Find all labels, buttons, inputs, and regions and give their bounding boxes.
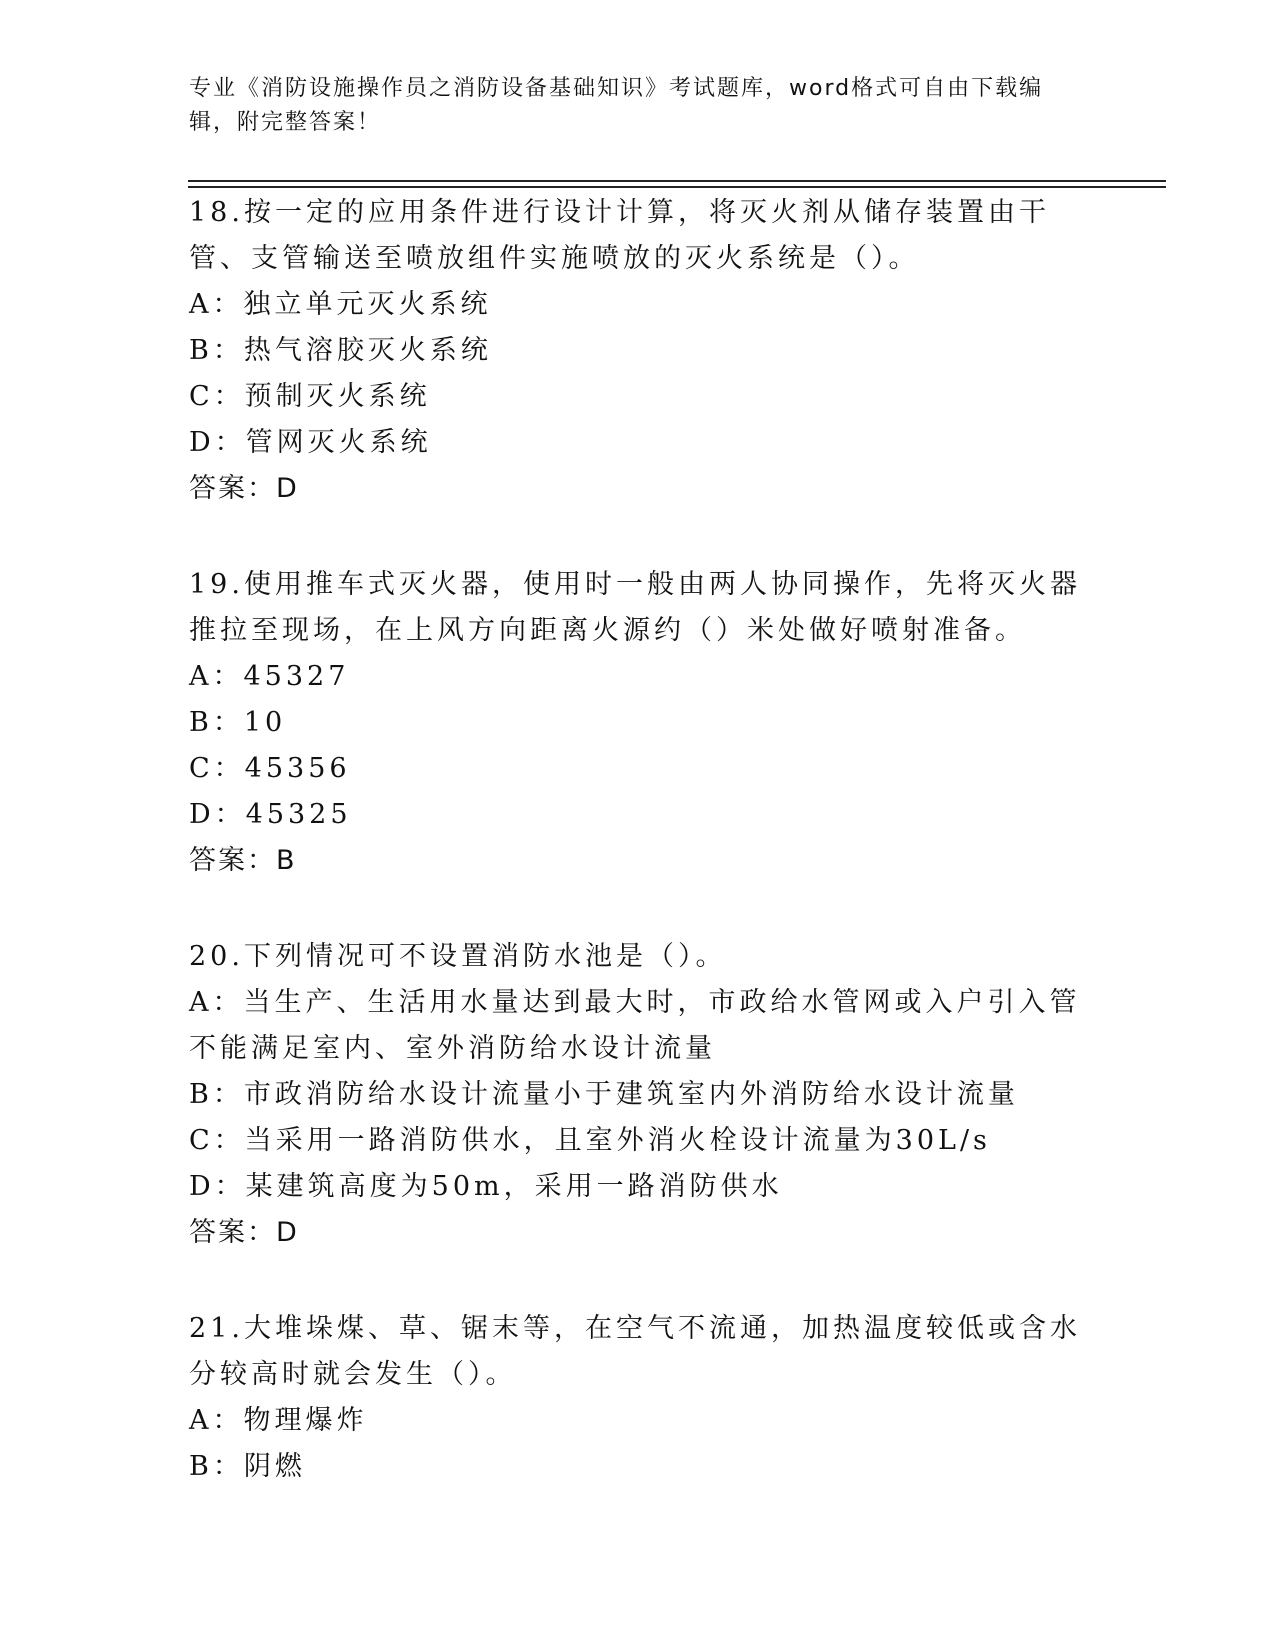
question-21 <box>189 1306 1089 1490</box>
question-20 <box>189 934 1089 1256</box>
question-19 <box>189 562 1089 884</box>
option-a: A：独立单元灭火系统 <box>189 289 492 320</box>
answer-line: 答案：D <box>189 1217 299 1248</box>
option-b: B：市政消防给水设计流量小于建筑室内外消防给水设计流量 <box>189 1079 1019 1110</box>
question-stem: 19.使用推车式灭火器，使用时一般由两人协同操作，先将灭火器推拉至现场，在上风方向距离火源约（）米处做好喷射准备。 <box>189 569 1081 646</box>
question-stem: 20.下列情况可不设置消防水池是（）。 <box>189 941 727 972</box>
option-a: A：物理爆炸 <box>189 1405 368 1436</box>
answer-line: 答案：B <box>189 845 297 876</box>
option-b: B：阴燃 <box>189 1451 306 1482</box>
option-c: C：45356 <box>189 753 351 784</box>
option-c: C：预制灭火系统 <box>189 381 431 412</box>
answer-line: 答案：D <box>189 473 299 504</box>
option-b: B：热气溶胶灭火系统 <box>189 335 492 366</box>
option-b: B：10 <box>189 707 287 738</box>
question-stem: 18.按一定的应用条件进行设计计算，将灭火剂从储存装置由干管、支管输送至喷放组件实施喷放的灭火系统是（）。 <box>189 197 1050 274</box>
header-divider-top <box>188 180 1166 182</box>
option-d: D：45325 <box>189 799 352 830</box>
option-c: C：当采用一路消防供水，且室外消火栓设计流量为30L/s <box>189 1125 991 1156</box>
option-d: D：管网灭火系统 <box>189 427 432 458</box>
question-list <box>189 190 1089 1540</box>
header-divider-bottom <box>188 186 1166 188</box>
option-a: A：当生产、生活用水量达到最大时，市政给水管网或入户引入管不能满足室内、室外消防给水设计流量 <box>189 987 1081 1064</box>
option-d: D：某建筑高度为50m，采用一路消防供水 <box>189 1171 783 1202</box>
question-18 <box>189 190 1089 512</box>
option-a: A：45327 <box>189 661 350 692</box>
question-stem: 21.大堆垛煤、草、锯末等，在空气不流通，加热温度较低或含水分较高时就会发生（）。 <box>189 1313 1081 1390</box>
document-header: 专业《消防设施操作员之消防设备基础知识》考试题库，word格式可自由下载编辑，附完整答案！ <box>189 76 1044 135</box>
